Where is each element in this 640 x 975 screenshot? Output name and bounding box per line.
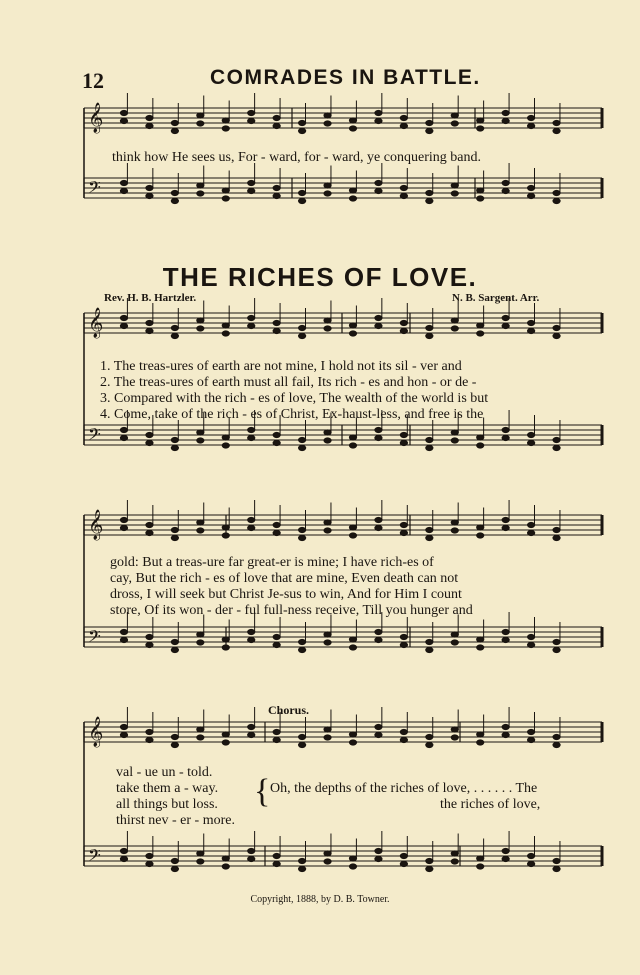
verse-line: take them a - way.: [116, 781, 219, 796]
verse-line: all things but loss.: [116, 797, 218, 812]
verse-line: dross, I will seek but Christ Je-sus to win, And for Him I count: [110, 587, 462, 602]
verse-line: 4. Come, take of the rich - es of Christ, Ex-haust-less, and free is the: [100, 407, 484, 422]
verse-line: thirst nev - er - more.: [116, 813, 235, 828]
chorus-label: Chorus.: [268, 703, 310, 717]
running-title: COMRADES IN BATTLE.: [210, 66, 481, 89]
page-number: 12: [82, 68, 104, 93]
hymn-title: THE RICHES OF LOVE.: [162, 262, 478, 292]
svg-text:𝄢: 𝄢: [88, 626, 101, 650]
verse-line: val - ue un - told.: [116, 765, 213, 780]
verse-line: store, Of its won - der - ful full-ness receive, Till you hunger and: [110, 603, 473, 618]
chorus-line: Oh, the depths of the riches of love, . . . . . . The: [270, 781, 538, 796]
svg-text:𝄞: 𝄞: [88, 717, 104, 747]
verse-line: gold: But a treas-ure far great-er is mine; I have rich-es of: [110, 555, 434, 570]
verse-line: 3. Compared with the rich - es of love, The wealth of the world is but: [100, 391, 489, 406]
composer-credit: N. B. Sargent. Arr.: [452, 292, 540, 304]
verse-line: 1. The treas-ures of earth are not mine, I hold not its sil - ver and: [100, 359, 462, 374]
svg-text:𝄢: 𝄢: [88, 424, 101, 448]
copyright-notice: Copyright, 1888, by D. B. Towner.: [250, 894, 390, 905]
svg-text:𝄢: 𝄢: [88, 177, 101, 201]
verse-line: 2. The treas-ures of earth must all fail, Its rich - es and hon - or de -: [100, 375, 477, 390]
continuation-lyric: think how He sees us, For - ward, for - ward, ye conquering band.: [112, 150, 481, 165]
verse-line: cay, But the rich - es of love that are mine, Even death can not: [110, 571, 459, 586]
svg-text:𝄞: 𝄞: [88, 510, 104, 540]
svg-text:𝄢: 𝄢: [88, 845, 101, 869]
author-credit: Rev. H. B. Hartzler.: [104, 292, 197, 304]
svg-text:𝄞: 𝄞: [88, 308, 104, 338]
brace-icon: {: [254, 773, 271, 810]
chorus-line: the riches of love,: [440, 797, 541, 812]
svg-text:𝄞: 𝄞: [88, 103, 104, 133]
